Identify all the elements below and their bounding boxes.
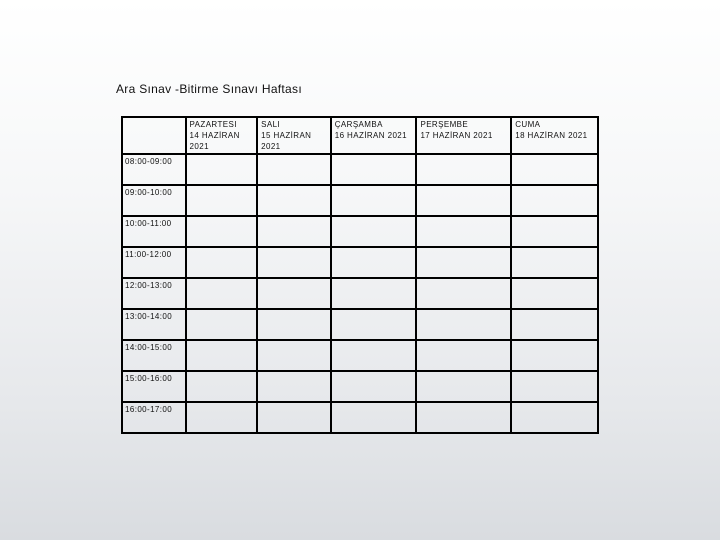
schedule-cell [331,247,417,278]
schedule-cell [257,371,331,402]
day-header-monday [186,117,258,154]
day-header-tuesday [257,117,331,154]
schedule-cell [511,309,598,340]
time-slot-row [122,278,598,309]
schedule-cell [511,185,598,216]
day-date: 17 HAZİRAN 2021 [420,131,493,140]
slide-title: Ara Sınav -Bitirme Sınavı Haftası [116,82,302,96]
schedule-cell [416,402,511,433]
schedule-cell [416,309,511,340]
time-label: 11:00-12:00 [122,247,186,278]
schedule-cell [511,278,598,309]
schedule-cell [511,216,598,247]
schedule-cell [186,340,258,371]
time-label: 12:00-13:00 [122,278,186,309]
day-header-wednesday [331,117,417,154]
time-slot-row [122,247,598,278]
schedule-cell [257,247,331,278]
schedule-cell [511,402,598,433]
schedule-cell [186,402,258,433]
time-label: 09:00-10:00 [122,185,186,216]
schedule-cell [257,216,331,247]
schedule-cell [186,185,258,216]
day-name: CUMA [515,120,541,129]
time-label: 16:00-17:00 [122,402,186,433]
schedule-cell [257,154,331,185]
schedule-cell [331,371,417,402]
schedule-cell [186,278,258,309]
schedule-cell [416,278,511,309]
day-name: PAZARTESI [189,120,237,129]
schedule-cell [186,371,258,402]
time-slot-row [122,185,598,216]
time-slot-row [122,402,598,433]
time-label: 13:00-14:00 [122,309,186,340]
corner-cell [122,117,186,154]
schedule-cell [186,216,258,247]
schedule-cell [186,154,258,185]
time-slot-row [122,216,598,247]
day-date: 15 HAZİRAN [261,131,312,140]
schedule-cell [416,216,511,247]
day-year: 2021 [261,142,281,151]
schedule-cell [331,340,417,371]
day-header-thursday [416,117,511,154]
day-date: 14 HAZİRAN [189,131,240,140]
schedule-cell [331,402,417,433]
schedule-cell [416,247,511,278]
schedule-cell [331,216,417,247]
time-label: 08:00-09:00 [122,154,186,185]
schedule-cell [511,154,598,185]
day-date: 16 HAZİRAN 2021 [334,131,407,140]
day-header-friday [511,117,598,154]
header-row [122,117,598,154]
day-name: ÇARŞAMBA [334,120,383,129]
time-slot-row [122,154,598,185]
schedule-cell [416,185,511,216]
schedule-cell [511,371,598,402]
time-label: 15:00-16:00 [122,371,186,402]
day-name: SALI [261,120,281,129]
exam-schedule-table [121,116,599,434]
day-date: 18 HAZİRAN 2021 [515,131,588,140]
schedule-cell [257,278,331,309]
schedule-cell [331,185,417,216]
schedule-cell [257,185,331,216]
time-slot-row [122,371,598,402]
schedule-cell [511,340,598,371]
time-slot-row [122,340,598,371]
schedule-cell [186,309,258,340]
schedule-cell [257,309,331,340]
schedule-cell [257,402,331,433]
day-name: PERŞEMBE [420,120,469,129]
schedule-cell [331,278,417,309]
schedule-cell [331,309,417,340]
day-year: 2021 [189,142,209,151]
schedule-cell [186,247,258,278]
schedule-cell [416,371,511,402]
schedule-cell [511,247,598,278]
time-label: 14:00-15:00 [122,340,186,371]
time-label: 10:00-11:00 [122,216,186,247]
schedule-cell [257,340,331,371]
schedule-cell [416,154,511,185]
time-slot-row [122,309,598,340]
schedule-cell [416,340,511,371]
schedule-cell [331,154,417,185]
